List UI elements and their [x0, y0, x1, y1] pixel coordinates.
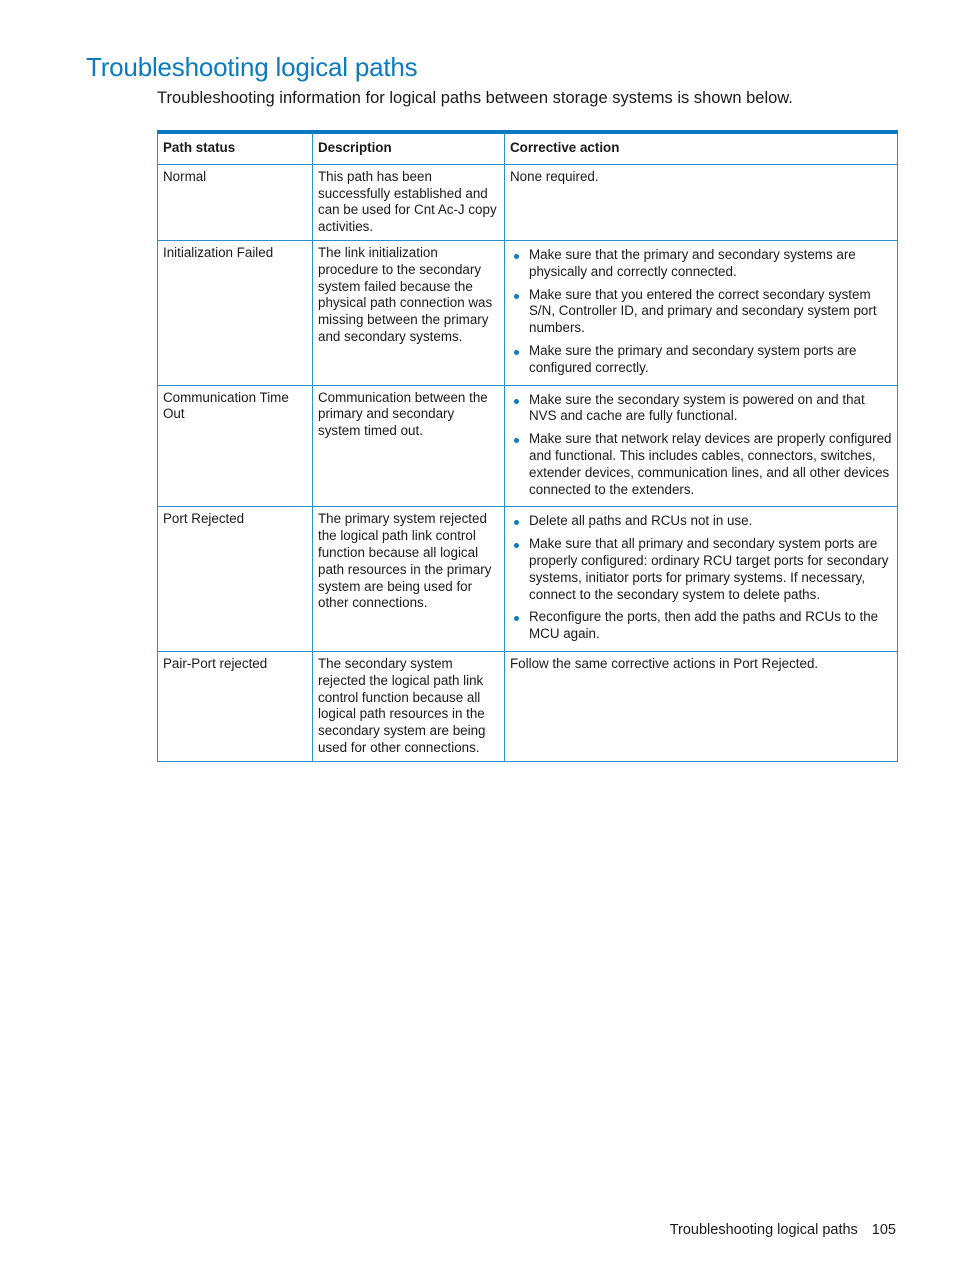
intro-paragraph: Troubleshooting information for logical paths between storage systems is shown below. — [157, 89, 793, 107]
corrective-action-list — [510, 392, 892, 499]
cell-corrective-action — [505, 385, 898, 507]
corrective-action-item: Make sure that all primary and secondary system ports are properly configured: ordinary RCU target ports for secondary systems, initiator ports for primary systems. If necessary, connect to the secondary system to delete paths. — [529, 536, 892, 603]
cell-description: Communication between the primary and secondary system timed out. — [313, 385, 505, 507]
cell-description: This path has been successfully established and can be used for Cnt Ac-J copy activities. — [313, 164, 505, 240]
corrective-action-list — [510, 247, 892, 377]
cell-path-status: Port Rejected — [158, 507, 313, 652]
cell-path-status: Initialization Failed — [158, 240, 313, 385]
table-row — [158, 385, 898, 507]
table-row — [158, 507, 898, 652]
cell-path-status: Communication Time Out — [158, 385, 313, 507]
corrective-action-item: Make sure the primary and secondary system ports are configured correctly. — [529, 343, 892, 377]
corrective-action-item: Make sure that you entered the correct secondary system S/N, Controller ID, and primary and secondary system port numbers. — [529, 287, 892, 337]
corrective-action-item: Make sure the secondary system is powered on and that NVS and cache are fully functional. — [529, 392, 892, 426]
page-footer — [670, 1222, 896, 1238]
column-header-description: Description — [313, 132, 505, 164]
column-header-corrective-action: Corrective action — [505, 132, 898, 164]
cell-path-status: Pair-Port rejected — [158, 651, 313, 761]
logical-paths-table — [157, 130, 898, 762]
cell-path-status: Normal — [158, 164, 313, 240]
corrective-action-item: Delete all paths and RCUs not in use. — [529, 513, 892, 530]
corrective-action-item: Make sure that the primary and secondary systems are physically and correctly connected. — [529, 247, 892, 281]
table-row — [158, 240, 898, 385]
table-header-row — [158, 132, 898, 164]
cell-corrective-action: None required. — [505, 164, 898, 240]
table-row — [158, 651, 898, 761]
cell-description: The primary system rejected the logical path link control function because all logical path resources in the primary system are being used for other connections. — [313, 507, 505, 652]
page-title: Troubleshooting logical paths — [86, 52, 418, 82]
cell-corrective-action — [505, 507, 898, 652]
column-header-path-status: Path status — [158, 132, 313, 164]
cell-description: The secondary system rejected the logical path link control function because all logical path resources in the secondary system are being used for other connections. — [313, 651, 505, 761]
cell-corrective-action — [505, 240, 898, 385]
footer-section-title: Troubleshooting logical paths — [669, 1222, 858, 1238]
corrective-action-list — [510, 513, 892, 643]
corrective-action-item: Reconfigure the ports, then add the paths and RCUs to the MCU again. — [529, 609, 892, 643]
cell-description: The link initialization procedure to the secondary system failed because the physical path connection was missing between the primary and secondary systems. — [313, 240, 505, 385]
cell-corrective-action: Follow the same corrective actions in Port Rejected. — [505, 651, 898, 761]
page-number: 105 — [871, 1222, 896, 1238]
table-row — [158, 164, 898, 240]
corrective-action-item: Make sure that network relay devices are properly configured and functional. This includes cables, connectors, switches, extender devices, communication lines, and all other devices connected to the extenders. — [529, 431, 892, 497]
table-body — [158, 164, 898, 761]
